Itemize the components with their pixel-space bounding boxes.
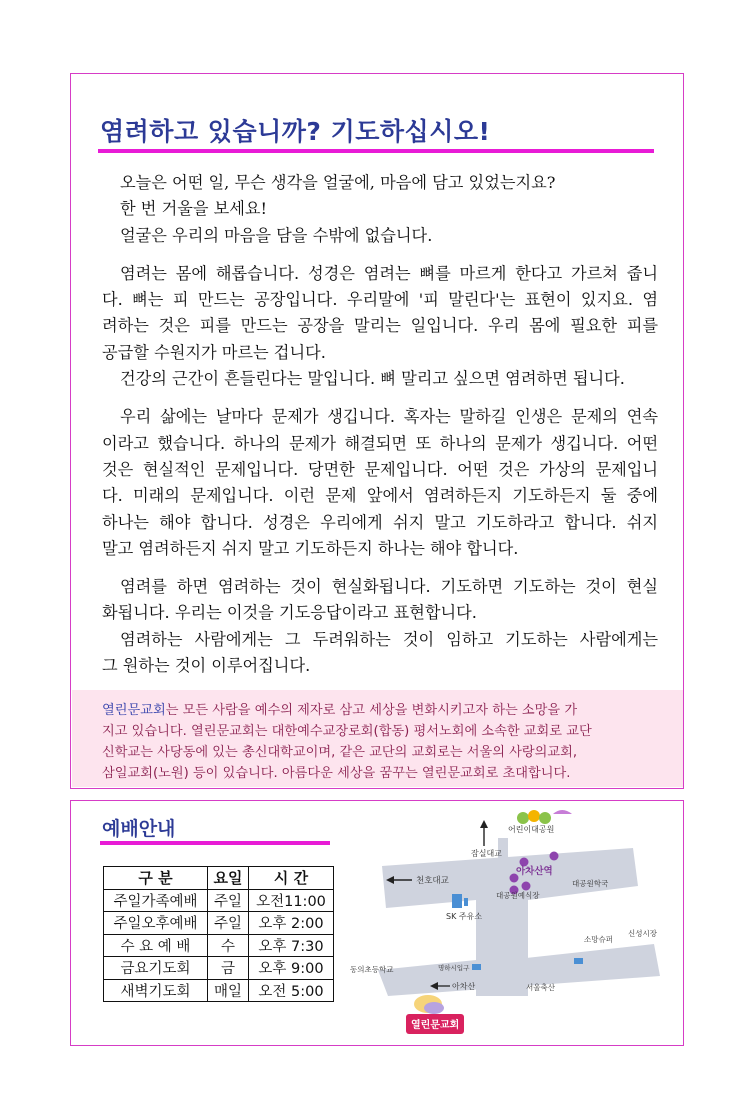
map-label-cheonho: 천호대교 (416, 876, 449, 886)
text-line: 려하는 것은 피를 만드는 공장을 말리는 일입니다. 우리 몸에 필요한 피를 (102, 316, 658, 336)
table-row (104, 889, 334, 912)
map-label-school: 동의초등학교 (350, 965, 394, 974)
park-icon (517, 810, 572, 824)
worship-title: 예배안내 (102, 818, 176, 840)
church-intro-text (102, 700, 658, 784)
text-line: 염려를 하면 염려하는 것이 현실화됩니다. 기도하면 기도하는 것이 현실 (120, 577, 658, 597)
headline-underline (98, 149, 654, 153)
service-day: 매일 (208, 979, 249, 1002)
text-line: 공급할 수원지가 마르는 겁니다. (102, 342, 326, 362)
map-label-super: 소망슈퍼 (584, 935, 613, 944)
arrow-up-icon (480, 820, 488, 846)
bus-stop-icon (472, 964, 481, 970)
location-map (348, 808, 670, 1040)
table-row (104, 912, 334, 935)
map-label-sk: SK 주유소 (446, 912, 483, 921)
text-line: 화됩니다. 우리는 이것을 기도응답이라고 표현합니다. (102, 603, 477, 623)
map-label-sinseong: 신성시장 (628, 929, 657, 938)
map-label-station: 아차산역 (516, 866, 553, 877)
intro-line: 신학교는 사당동에 있는 총신대학교이며, 같은 교단의 교회로는 서울의 사랑의교회, (102, 745, 578, 760)
intro-line (102, 700, 658, 721)
map-label-achasan: 아차산 (452, 982, 476, 991)
service-time: 오후 7:30 (249, 934, 334, 957)
north-road (498, 838, 508, 878)
text-line: 염려하는 사람에게는 그 두려워하는 것이 임하고 기도하는 사람에게는 (120, 629, 658, 649)
service-day: 주일 (208, 912, 249, 935)
table-row (104, 957, 334, 980)
table-row (104, 979, 334, 1002)
paragraph-2 (102, 261, 658, 392)
service-name: 새벽기도회 (104, 979, 208, 1002)
text-line: 말고 염려하든지 쉬지 말고 기도하든지 하나는 해야 합니다. (102, 538, 519, 558)
paragraph-3 (102, 404, 658, 562)
service-day: 금 (208, 957, 249, 980)
worship-title-underline (100, 841, 330, 845)
service-name: 주일가족예배 (104, 889, 208, 912)
service-day: 주일 (208, 889, 249, 912)
map-label-nonghyup: 서울축산 (526, 983, 555, 992)
text-line: 하나는 해야 합니다. 성경은 우리에게 쉬지 말고 기도하라고 합니다. 쉬지 (102, 512, 658, 532)
message-body (102, 170, 658, 691)
text-line: 다. 미래의 문제입니다. 이런 문제 앞에서 염려하든지 기도하든지 둘 중에 (102, 486, 658, 506)
worship-schedule-table (103, 866, 334, 1002)
header-day: 요일 (208, 867, 249, 890)
service-name: 수 요 예 배 (104, 934, 208, 957)
map-label-market: 대공원예식장 (496, 891, 540, 900)
text-line: 한 번 거울을 보세요! (120, 199, 268, 219)
map-label-entrance: 명하시입구 (438, 964, 470, 972)
service-time: 오전 5:00 (249, 979, 334, 1002)
text-line: 이라고 했습니다. 하나의 문제가 해결되면 또 하나의 문제가 생깁니다. 어떤 (102, 433, 658, 453)
service-time: 오후 2:00 (249, 912, 334, 935)
headline: 염려하고 있습니까? 기도하십시오! (100, 117, 491, 146)
text-line: 우리 삶에는 날마다 문제가 생깁니다. 혹자는 말하길 인생은 문제의 연속 (120, 407, 658, 427)
text-line: 것은 현실적인 문제입니다. 당면한 문제입니다. 어떤 것은 가상의 문제입니 (102, 459, 658, 479)
text-line: 다. 뼈는 피 만드는 공장입니다. 우리말에 '피 말린다'는 표현이 있지요. 염 (102, 290, 658, 310)
intro-line-rest: 는 모든 사람을 예수의 제자로 삼고 세상을 변화시키고자 하는 소망을 가 (165, 703, 578, 718)
text-line: 얼굴은 우리의 마음을 담을 수밖에 없습니다. (120, 225, 433, 245)
service-time: 오후 9:00 (249, 957, 334, 980)
header-category: 구 분 (104, 867, 208, 890)
intro-line: 지고 있습니다. 열린문교회는 대한예수교장로회(합동) 평서노회에 소속한 교회로 교단 (102, 724, 592, 739)
map-label-jamsil: 잠실대교 (471, 849, 502, 858)
intro-line: 삼일교회(노원) 등이 있습니다. 아름다운 세상을 꿈꾸는 열린문교회로 초대합니다. (102, 766, 571, 781)
paragraph-1 (102, 170, 658, 249)
service-name: 주일오후예배 (104, 912, 208, 935)
church-name: 열린문교회 (102, 703, 166, 718)
text-line: 염려는 몸에 해롭습니다. 성경은 염려는 뼈를 마르게 한다고 가르쳐 줍니 (120, 263, 658, 283)
table-header-row (104, 867, 334, 890)
text-line: 건강의 근간이 흔들린다는 말입니다. 뼈 말리고 싶으면 염려하면 됩니다. (120, 369, 625, 389)
paragraph-4 (102, 574, 658, 679)
service-time: 오전11:00 (249, 889, 334, 912)
text-line: 오늘은 어떤 일, 무슨 생각을 얼굴에, 마음에 담고 있었는지요? (120, 173, 556, 192)
service-name: 금요기도회 (104, 957, 208, 980)
header-time: 시 간 (249, 867, 334, 890)
map-label-park: 어린이대공원 (508, 825, 555, 834)
service-day: 수 (208, 934, 249, 957)
table-row (104, 934, 334, 957)
map-label-univ: 대공원학국 (572, 879, 609, 888)
bus-stop-icon (574, 958, 583, 964)
text-line: 그 원하는 것이 이루어집니다. (102, 656, 311, 676)
map-label-church: 열린문교회 (411, 1020, 460, 1031)
main-road (476, 870, 528, 996)
